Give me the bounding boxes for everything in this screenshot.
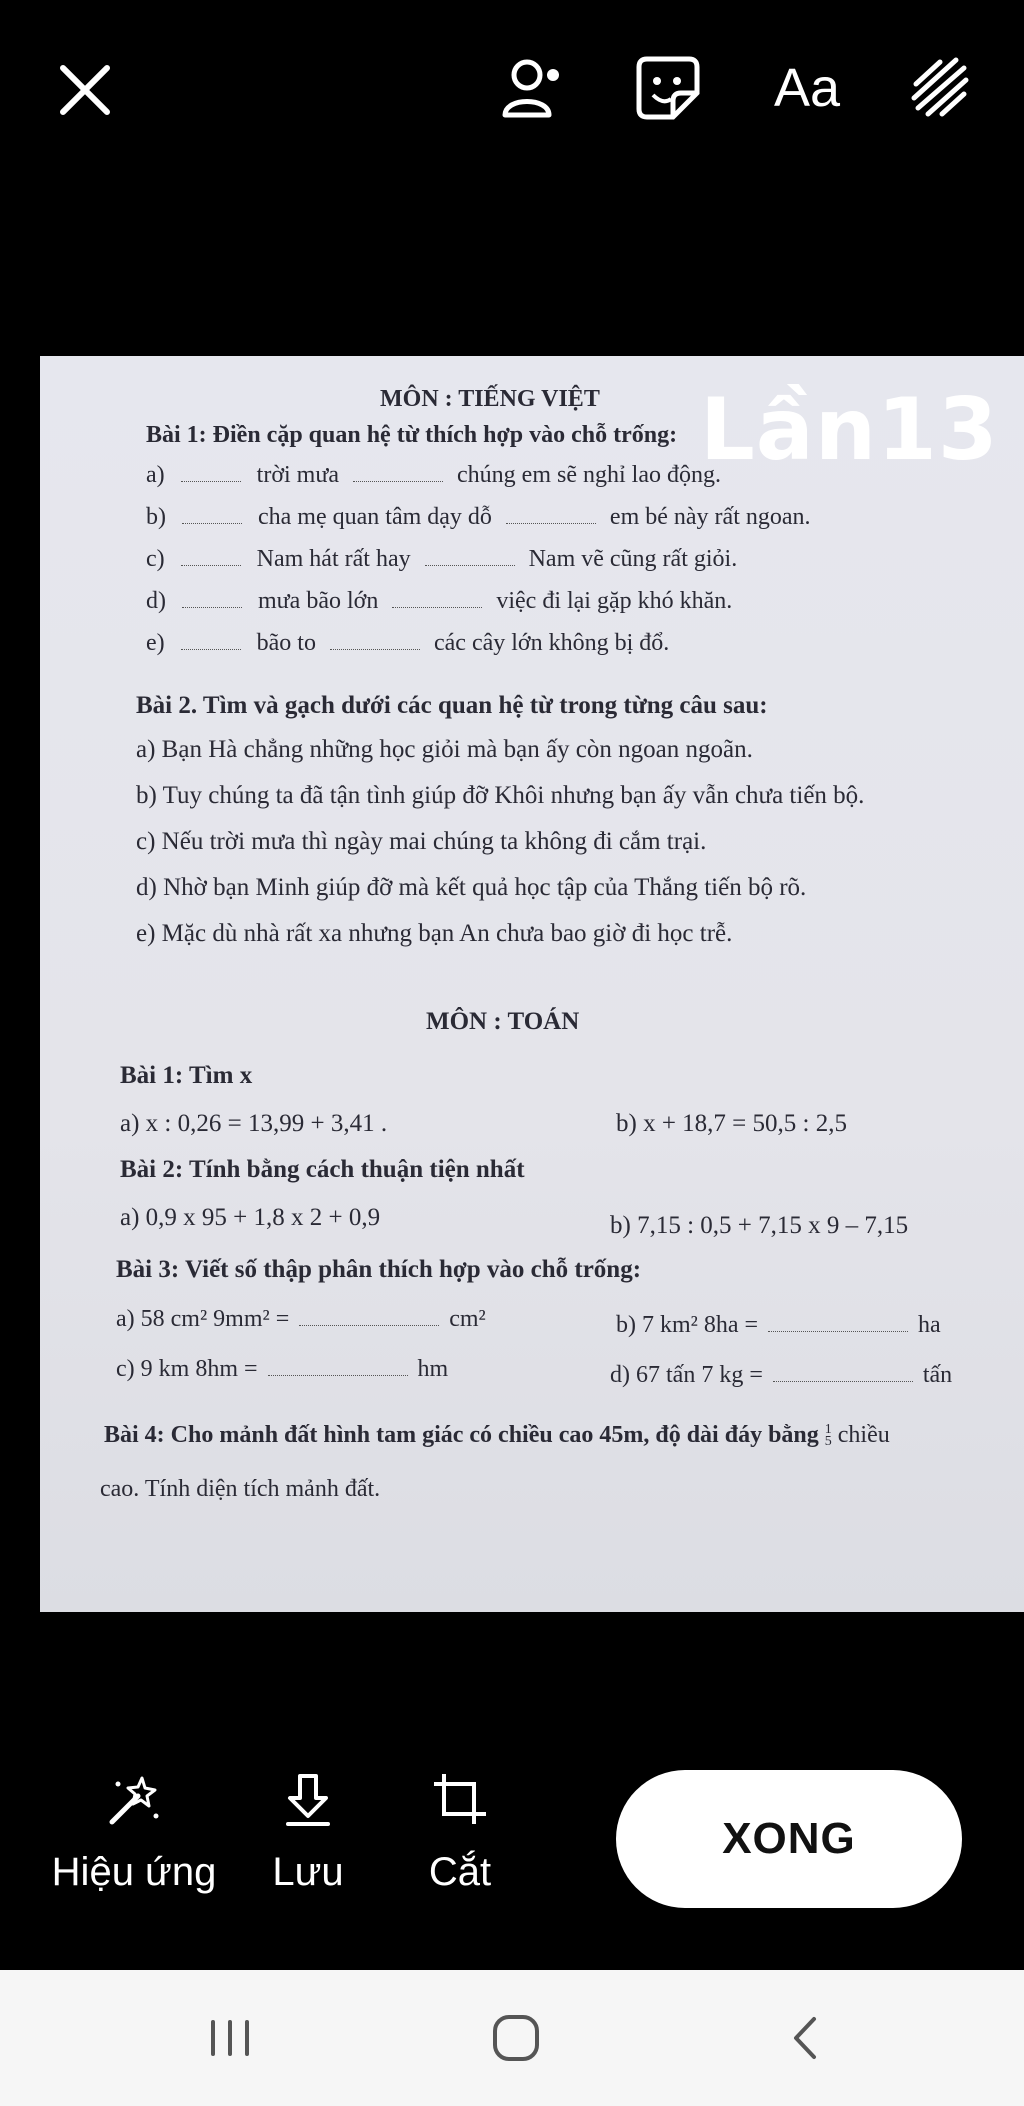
done-button[interactable]: XONG	[616, 1770, 962, 1908]
ex2-item-b: b) Tuy chúng ta đã tận tình giúp đỡ Khôi nhưng bạn ấy vẫn chưa tiến bộ.	[136, 782, 865, 809]
math-ex3-b: b) 7 km² 8ha = ha	[616, 1312, 941, 1338]
ex2-item-d: d) Nhờ bạn Minh giúp đỡ mà kết quả học tập của Thắng tiến bộ rõ.	[136, 874, 807, 901]
home-icon[interactable]	[476, 1970, 556, 2106]
worksheet-document	[80, 356, 1024, 1612]
exercise-1-title: Bài 1: Điền cặp quan hệ từ thích hợp vào chỗ trống:	[146, 422, 678, 448]
math-ex1-b: b) x + 18,7 = 50,5 : 2,5	[616, 1110, 847, 1137]
download-icon	[278, 1770, 338, 1830]
math-ex3-c: c) 9 km 8hm = hm	[116, 1356, 449, 1382]
ex2-item-a: a) Bạn Hà chẳng những học giỏi mà bạn ấy còn ngoan ngoãn.	[136, 736, 753, 763]
ex1-item-b: b) cha mẹ quan tâm dạy dỗ em bé này rất ngoan.	[146, 504, 811, 530]
crop-label: Cắt	[428, 1850, 492, 1894]
ex2-item-e: e) Mặc dù nhà rất xa nhưng bạn An chưa bao giờ đi học trễ.	[136, 920, 733, 947]
section-title-math: MÔN : TOÁN	[426, 1008, 580, 1035]
math-ex3-title: Bài 3: Viết số thập phân thích hợp vào chỗ trống:	[116, 1256, 642, 1283]
ex1-item-e: e) bão to các cây lớn không bị đổ.	[146, 630, 670, 656]
sticker-icon[interactable]	[628, 48, 708, 128]
magic-wand-icon	[104, 1770, 164, 1830]
section-title-vietnamese: MÔN : TIẾNG VIỆT	[380, 386, 600, 412]
save-button[interactable]	[258, 1770, 358, 1895]
ex2-item-c: c) Nếu trời mưa thì ngày mai chúng ta không đi cắm trại.	[136, 828, 707, 855]
math-ex1-title: Bài 1: Tìm x	[120, 1062, 253, 1089]
system-navigation-bar	[0, 1970, 1024, 2106]
math-ex4-line2: cao. Tính diện tích mảnh đất.	[100, 1476, 381, 1502]
math-ex1-a: a) x : 0,26 = 13,99 + 3,41 .	[120, 1110, 388, 1137]
photo-canvas[interactable]	[40, 356, 1024, 1612]
math-ex3-d: d) 67 tấn 7 kg = tấn	[610, 1362, 953, 1388]
fraction: 1 5	[824, 1422, 832, 1450]
recent-apps-icon[interactable]	[190, 1970, 270, 2106]
ex1-item-c: c) Nam hát rất hay Nam vẽ cũng rất giỏi.	[146, 546, 738, 572]
exercise-2-title: Bài 2. Tìm và gạch dưới các quan hệ từ trong từng câu sau:	[136, 692, 768, 719]
effects-label: Hiệu ứng	[51, 1850, 217, 1894]
math-ex2-title: Bài 2: Tính bằng cách thuận tiện nhất	[120, 1156, 525, 1183]
math-ex4-line1: Bài 4: Cho mảnh đất hình tam giác có chiều cao 45m, độ dài đáy bằng 1 5 chiều	[104, 1422, 890, 1450]
close-icon[interactable]	[50, 55, 120, 125]
save-label: Lưu	[272, 1850, 344, 1894]
math-ex4-text: Bài 4: Cho mảnh đất hình tam giác có chiều cao 45m, độ dài đáy bằng	[104, 1422, 819, 1448]
top-toolbar	[0, 0, 1024, 180]
overlay-text-sticker[interactable]: Lần13	[700, 380, 999, 480]
person-tag-icon[interactable]	[492, 48, 572, 128]
scribble-icon[interactable]	[900, 48, 980, 128]
math-ex3-a: a) 58 cm² 9mm² = cm²	[116, 1306, 486, 1332]
text-tool-button[interactable]: Aa	[773, 58, 841, 118]
crop-button[interactable]	[410, 1770, 510, 1895]
ex1-item-a: a) trời mưa chúng em sẽ nghỉ lao động.	[146, 462, 721, 488]
math-ex2-a: a) 0,9 x 95 + 1,8 x 2 + 0,9	[120, 1204, 381, 1231]
ex1-item-d: d) mưa bão lớn việc đi lại gặp khó khăn.	[146, 588, 733, 614]
back-icon[interactable]	[766, 1970, 846, 2106]
effects-button[interactable]	[44, 1770, 224, 1895]
math-ex2-b: b) 7,15 : 0,5 + 7,15 x 9 – 7,15	[610, 1212, 909, 1239]
crop-icon	[430, 1770, 490, 1830]
